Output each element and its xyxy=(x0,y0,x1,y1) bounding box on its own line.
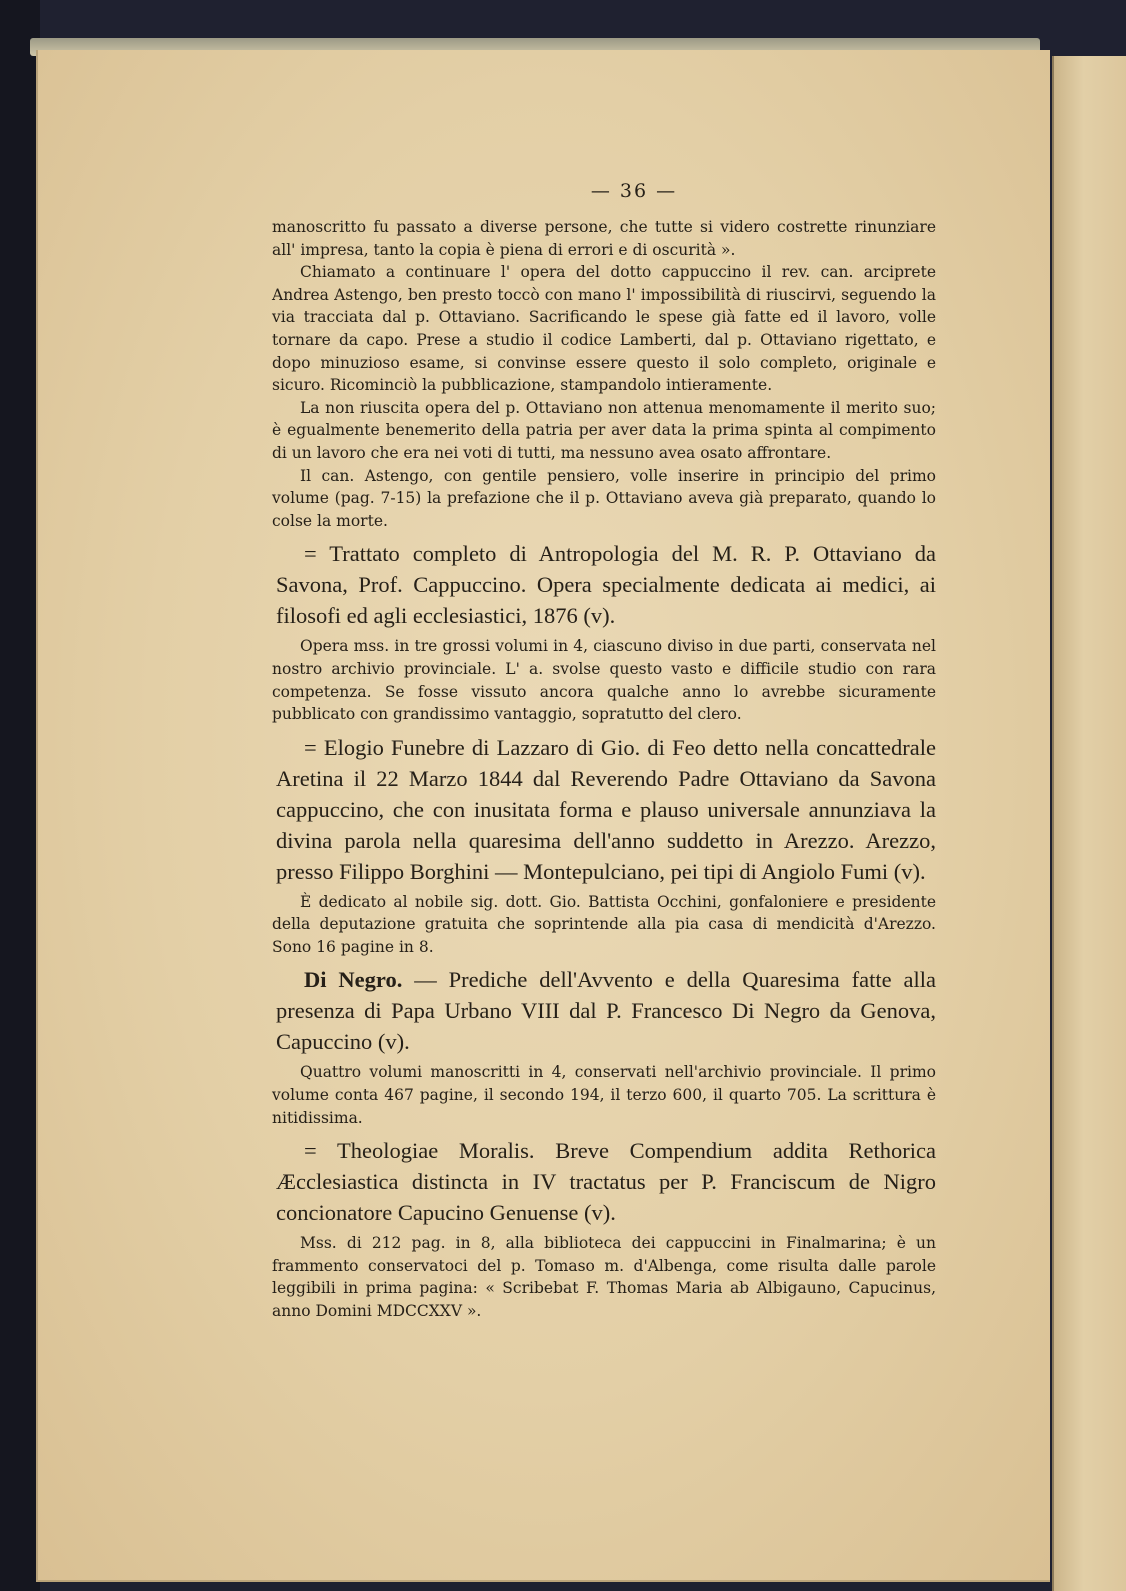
note-antropologia: Opera mss. in tre grossi volumi in 4, ciascuno diviso in due parti, conservata nel nostro archivio provinciale. L' a. svolse questo vasto e difficile studio con rara competenza. Se fosse vissuto ancora qualche anno lo avrebbe sicuramente pubblicato con grandissimo vantaggio, sopratutto del clero. xyxy=(272,637,936,724)
entry-di-negro-title: — Prediche dell'Avvento e della Quaresima fatte alla presenza di Papa Urbano VIII dal P. Francesco Di Negro da Genova, Capuccino (v). xyxy=(276,967,936,1055)
note-di-negro: Quattro volumi manoscritti in 4, conservati nell'archivio provinciale. Il primo volume conta 467 pagine, il secondo 194, il terzo 600, il quarto 705. La scrittura è nitidissima. xyxy=(272,1063,936,1127)
entry-elogio-funebre: = Elogio Funebre di Lazzaro di Gio. di Feo detto nella concattedrale Aretina il 22 Marzo 1844 dal Reverendo Padre Ottaviano da Savona cappuccino, che con inusitata forma e plauso universale annunziava la divina parola nella quaresima dell'anno suddetto in Arezzo. Arezzo, presso Filippo Borghini — Montepulciano, pei tipi di Angiolo Fumi (v). xyxy=(276,734,936,884)
paragraph-1: manoscritto fu passato a diverse persone, che tutte si videro costrette rinunziare all' impresa, tanto la copia è piena di errori e di oscurità ». xyxy=(272,218,936,259)
note-theologiae-moralis: Mss. di 212 pag. in 8, alla biblioteca dei cappuccini in Finalmarina; è un frammento conservatoci del p. Tomaso m. d'Albenga, come risulta dalle parole leggibili in prima pagina: « Scribebat F. Thomas Maria ab Albigauno, Capucinus, anno Domini MDCCXXV ». xyxy=(272,1234,936,1321)
paragraph-3: La non riuscita opera del p. Ottaviano non attenua menomamente il merito suo; è egualmente benemerito della patria per aver data la prima spinta al compimento di un lavoro che era nei voti di tutti, ma nessuno avea osato affrontare. xyxy=(272,398,936,462)
book-spine-shadow xyxy=(0,0,40,1591)
paragraph-4: Il can. Astengo, con gentile pensiero, volle inserire in principio del primo volume (pag. 7-15) la prefazione che il p. Ottaviano aveva già preparato, quando lo colse la morte. xyxy=(272,466,936,530)
note-elogio-funebre: È dedicato al nobile sig. dott. Gio. Battista Occhini, gonfaloniere e presidente della deputazione gratuita che soprintende alla pia casa di mendicità d'Arezzo. Sono 16 pagine in 8. xyxy=(272,892,936,956)
paragraph-2: Chiamato a continuare l' opera del dotto cappuccino il rev. can. arciprete Andrea Astengo, ben presto toccò con mano l' impossibilità di riuscirvi, seguendo la via tracciata dal p. Ottaviano. Sacrificando le spese già fatte ed il lavoro, volle tornare da capo. Prese a studio il codice Lamberti, dal p. Ottaviano rigettato, e dopo minuzioso esame, si convinse essere questo il solo completo, originale e sicuro. Ricominciò la pubblicazione, stampandolo intieramente. xyxy=(272,263,936,395)
entry-antropologia: = Trattato completo di Antropologia del M. R. P. Ottaviano da Savona, Prof. Cappuccino. Opera specialmente dedicata ai medici, ai filosofi ed agli ecclesiastici, 1876 (v). xyxy=(276,541,936,629)
adjacent-page-edge xyxy=(1052,56,1126,1591)
page-number: — 36 — xyxy=(590,180,678,202)
page-content xyxy=(272,180,936,1323)
entry-theologiae-moralis: = Theologiae Moralis. Breve Compendium addita Rethorica Æcclesiastica distincta in IV tractatus per P. Franciscum de Nigro concionatore Capucino Genuense (v). xyxy=(276,1138,936,1226)
author-heading: Di Negro. xyxy=(304,967,403,993)
entry-di-negro xyxy=(276,964,936,1057)
